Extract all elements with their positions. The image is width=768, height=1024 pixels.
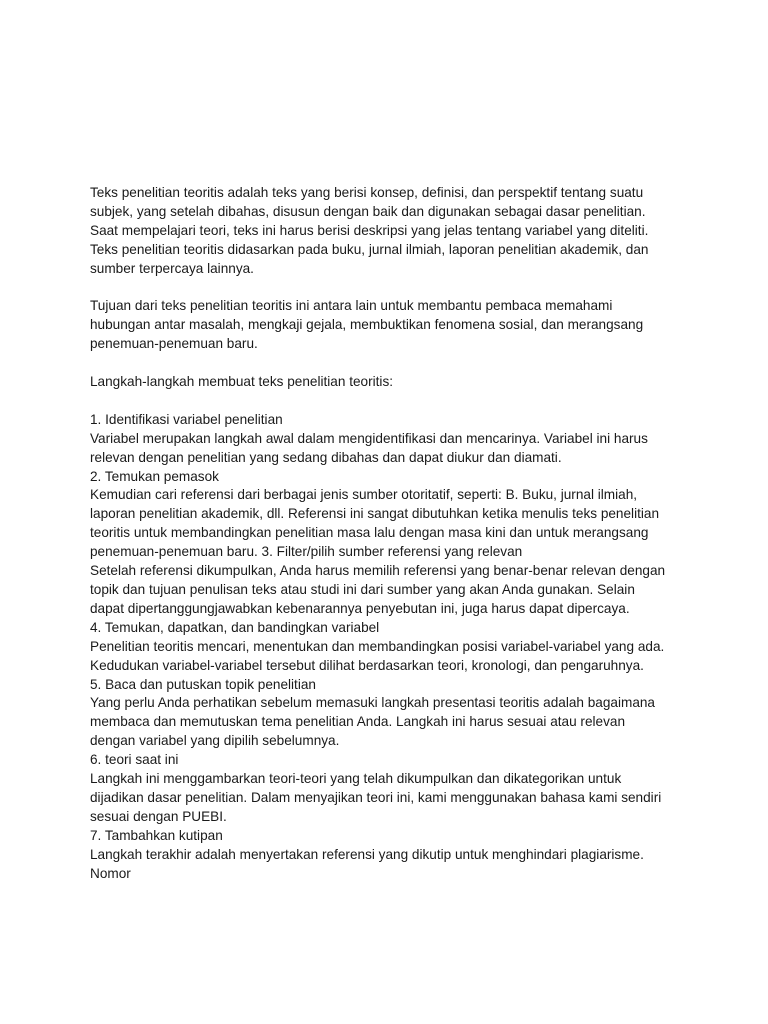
text-line: Saat mempelajari teori, teks ini harus berisi deskripsi yang jelas tentang variabel yang diteliti. xyxy=(90,222,649,238)
text-line: Langkah terakhir adalah menyertakan referensi yang dikutip untuk menghindari plagiarisme. xyxy=(90,846,644,862)
text-line: sumber terpercaya lainnya. xyxy=(90,260,254,276)
text-line: Langkah ini menggambarkan teori-teori yang telah dikumpulkan dan dikategorikan untuk xyxy=(90,771,622,787)
text-line: Kedudukan variabel-variabel tersebut dilihat berdasarkan teori, kronologi, dan pengaruhnya. xyxy=(90,657,644,673)
document-body xyxy=(90,184,690,883)
text-line: Penelitian teoritis mencari, menentukan dan membandingkan posisi variabel-variabel yang ada. xyxy=(90,638,665,654)
step-title: 4. Temukan, dapatkan, dan bandingkan variabel xyxy=(90,619,380,635)
text-line: penemuan-penemuan baru. 3. Filter/pilih sumber referensi yang relevan xyxy=(90,544,523,560)
text-line: teoritis untuk membandingkan penelitian masa lalu dengan masa kini dan untuk merangsang xyxy=(90,525,649,541)
intro-paragraph xyxy=(90,184,690,279)
text-line: dengan variabel yang dipilih sebelumnya. xyxy=(90,733,340,749)
step-title: 1. Identifikasi variabel penelitian xyxy=(90,411,283,427)
text-line: Tujuan dari teks penelitian teoritis ini antara lain untuk membantu pembaca memahami xyxy=(90,298,613,314)
text-line: dapat dipertanggungjawabkan kebenarannya penyebutan ini, juga harus dapat dipercaya. xyxy=(90,600,630,616)
paragraph-gap xyxy=(90,392,690,411)
purpose-paragraph xyxy=(90,297,690,354)
text-line: topik dan tujuan penulisan teks atau studi ini dari sumber yang akan Anda gunakan. Selain xyxy=(90,581,635,597)
step-title: 2. Temukan pemasok xyxy=(90,468,219,484)
paragraph-gap xyxy=(90,354,690,373)
text-line: membaca dan memutuskan tema penelitian Anda. Langkah ini harus sesuai atau relevan xyxy=(90,714,626,730)
step-title: 7. Tambahkan kutipan xyxy=(90,827,223,843)
step-title: 6. teori saat ini xyxy=(90,752,179,768)
text-line: sesuai dengan PUEBI. xyxy=(90,808,227,824)
text-line: Kemudian cari referensi dari berbagai jenis sumber otoritatif, seperti: B. Buku, jurnal ilmiah, xyxy=(90,487,638,503)
text-line: penemuan-penemuan baru. xyxy=(90,336,258,352)
text-line: Variabel merupakan langkah awal dalam mengidentifikasi dan mencarinya. Variabel ini harus xyxy=(90,430,648,446)
text-line: subjek, yang setelah dibahas, disusun dengan baik dan digunakan sebagai dasar penelitian. xyxy=(90,203,646,219)
steps-heading: Langkah-langkah membuat teks penelitian teoritis: xyxy=(90,374,394,390)
text-line: Nomor xyxy=(90,865,131,881)
paragraph-gap xyxy=(90,279,690,298)
text-line: relevan dengan penelitian yang sedang dibahas dan dapat diukur dan diamati. xyxy=(90,449,562,465)
text-line: Teks penelitian teoritis adalah teks yang berisi konsep, definisi, dan perspektif tentang suatu xyxy=(90,185,644,200)
steps-list xyxy=(90,411,690,884)
text-line: Teks penelitian teoritis didasarkan pada buku, jurnal ilmiah, laporan penelitian akademik, dan xyxy=(90,241,649,257)
text-line: Setelah referensi dikumpulkan, Anda harus memilih referensi yang benar-benar relevan dengan xyxy=(90,563,666,579)
text-line: dijadikan dasar penelitian. Dalam menyajikan teori ini, kami menggunakan bahasa kami sendiri xyxy=(90,789,662,805)
step-title: 5. Baca dan putuskan topik penelitian xyxy=(90,676,316,692)
text-line: hubungan antar masalah, mengkaji gejala, membuktikan fenomena sosial, dan merangsang xyxy=(90,317,644,333)
text-line: Yang perlu Anda perhatikan sebelum memasuki langkah presentasi teoritis adalah bagaimana xyxy=(90,695,655,711)
text-line: laporan penelitian akademik, dll. Referensi ini sangat dibutuhkan ketika menulis teks penelitian xyxy=(90,506,660,522)
